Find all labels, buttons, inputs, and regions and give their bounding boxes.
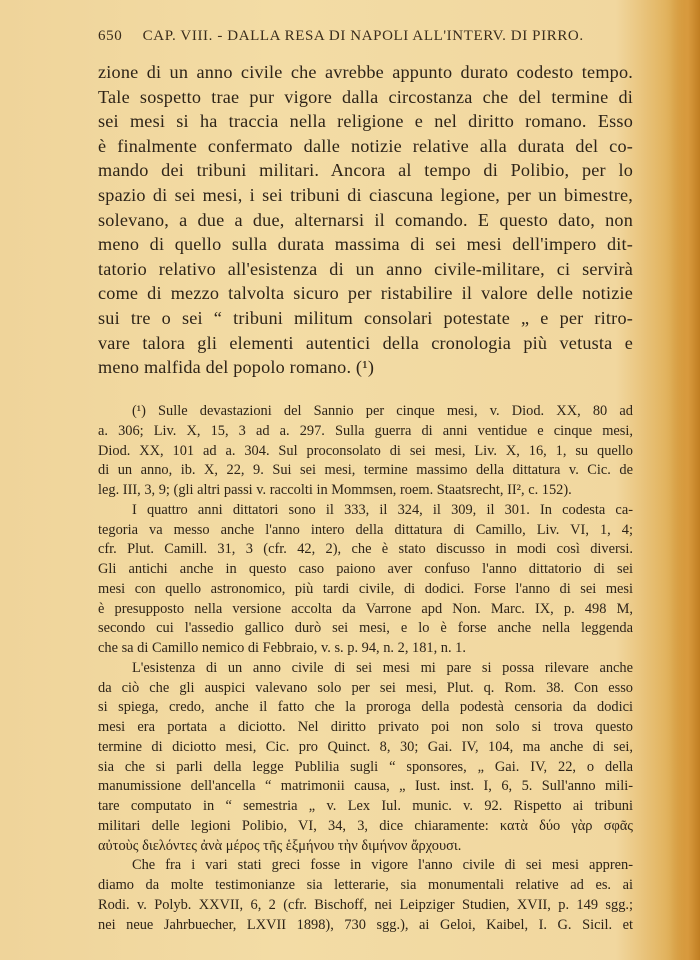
footnote-line: leg. III, 3, 9; (gli altri passi v. raccolti in Mommsen, roem. Staatsrecht, II², c. 152).: [98, 482, 572, 498]
footnotes: [98, 402, 633, 935]
text-line: come di mezzo talvolta sicuro per ristabilire il valore delle notizie: [98, 283, 633, 304]
text-line: mando dei tribuni militari. Ancora al tempo di Polibio, per lo: [98, 160, 633, 181]
footnote-line: mesi era portata a diciotto. Nel diritto privato poi non solo si trova questo: [98, 719, 633, 735]
footnote-line: a. 306; Liv. X, 15, 3 ad a. 297. Sulla guerra di anni ventidue e cinque mesi,: [98, 422, 633, 439]
text-line: meno malfida del popolo romano. (¹): [98, 357, 375, 378]
main-text: [98, 60, 633, 380]
footnote-line: L'esistenza di un anno civile di sei mesi mi pare si possa rilevare anche: [132, 659, 633, 676]
text-line: Tale sospetto trae pur vigore dalla circostanza che del termine di: [98, 86, 633, 107]
text-line: meno di quello sulla durata massima di sei mesi dell'impero dit-: [98, 234, 633, 255]
page-number: 650: [98, 28, 123, 44]
text-line: sui tre o sei “ tribuni militum consolari potestate „ e per ritro-: [98, 307, 633, 328]
footnote-line: cfr. Plut. Camill. 31, 3 (cfr. 42, 2), che è stato discusso in modi così diversi.: [98, 541, 633, 558]
footnote-line: αὐτοὺς διελόντες ἀνὰ μέρος τῆς ἑξμήνου τὴν διμήνον ἄρχουσι.: [98, 837, 462, 854]
footnote-line: da ciò che gli auspici valevano solo per sei mesi, Plut. q. Rom. 38. Con esso: [98, 679, 633, 696]
footnote-line: Gli antichi anche in questo caso paiono aver confuso l'anno dittatorio di sei: [98, 561, 633, 577]
text-line: spazio di sei mesi, i sei tribuni di ciascuna legione, per un bimestre,: [98, 184, 633, 205]
text-line: zione di un anno civile che avrebbe appunto durato codesto tempo.: [98, 62, 633, 82]
footnote-line: militari delle legioni Polibio, VI, 34, 3, dice chiaramente: κατὰ δύο γὰρ σφᾶς: [98, 817, 633, 834]
footnote-line: di un anno, ib. X, 22, 9. Sui sei mesi, termine massimo della dittatura v. Cic. de: [98, 462, 633, 479]
text-line: è finalmente confermato dalle notizie relative alla durata del co-: [98, 135, 633, 156]
footnote-line: nei neue Jahrbuecher, LXVII 1898), 730 sgg.), ai Geloi, Kaibel, I. G. Sicil. et: [98, 916, 633, 933]
running-header: [98, 28, 643, 45]
text-line: vare talora gli elementi autentici della cronologia più vetusta e: [98, 332, 633, 353]
footnote-line: secondo cui l'assedio gallico durò sei mesi, e lo è forse anche nella leggenda: [98, 620, 633, 637]
footnote-line: diamo da molte testimonianze sia letterarie, sia monumentali relative ad es. ai: [98, 877, 633, 893]
footnote-line: mesi con quello astronomico, più tardi civile, di dodici. Forse l'anno di sei mesi: [98, 580, 633, 597]
footnote-line: Che fra i vari stati greci fosse in vigore l'anno civile di sei mesi appren-: [132, 857, 633, 874]
footnote-line: tegoria va messo anche l'anno intero della dittatura di Camillo, Liv. VI, 1, 4;: [98, 521, 633, 538]
text-line: sei mesi si ha traccia nella religione e nel diritto romano. Esso: [98, 111, 633, 132]
footnote-line: manumissione dell'ancella “ matrimonii causa, „ Iust. inst. I, 6, 5. Sull'anno mili-: [98, 778, 633, 795]
footnote-line: (¹) Sulle devastazioni del Sannio per cinque mesi, v. Diod. XX, 80 ad: [132, 403, 633, 419]
footnote-line: è presupposto nella versione accolta da Varrone apd Non. Marc. IX, p. 498 M,: [98, 600, 633, 617]
text-line: solevano, a due a due, alternarsi il comando. E questo dato, non: [98, 209, 633, 230]
footnote-line: si spiega, credo, anche il fatto che la proroga della podestà censoria da dodici: [98, 699, 633, 716]
text-line: tatorio relativo all'esistenza di un anno civile-militare, ci servirà: [98, 258, 633, 279]
running-title: CAP. VIII. - DALLA RESA DI NAPOLI ALL'INTERV. DI PIRRO.: [142, 28, 584, 44]
footnote-line: termine di diciotto mesi, Cic. pro Quinct. 8, 30; Gai. IV, 104, ma anche di sei,: [98, 738, 633, 755]
page-edge-shadow: [670, 0, 700, 960]
footnote-line: che sa di Camillo nemico di Febbraio, v. s. p. 94, n. 2, 181, n. 1.: [98, 640, 466, 656]
footnote-line: sia che si parli della legge Publilia sugli “ sponsores, „ Gai. IV, 22, o della: [98, 758, 633, 775]
footnote-line: tare computato in “ semestria „ v. Lex Iul. munic. v. 92. Rispetto ai tribuni: [98, 798, 633, 814]
footnote-line: I quattro anni dittatori sono il 333, il 324, il 309, il 301. In codesta ca-: [132, 501, 633, 518]
footnote-line: Diod. XX, 101 ad a. 304. Sul proconsolato di sei mesi, Liv. X, 16, 1, su quello: [98, 442, 633, 459]
footnote-line: Rodi. v. Polyb. XXVII, 6, 2 (cfr. Bischoff, nei Leipziger Studien, XVII, p. 149 sgg.;: [98, 896, 633, 913]
